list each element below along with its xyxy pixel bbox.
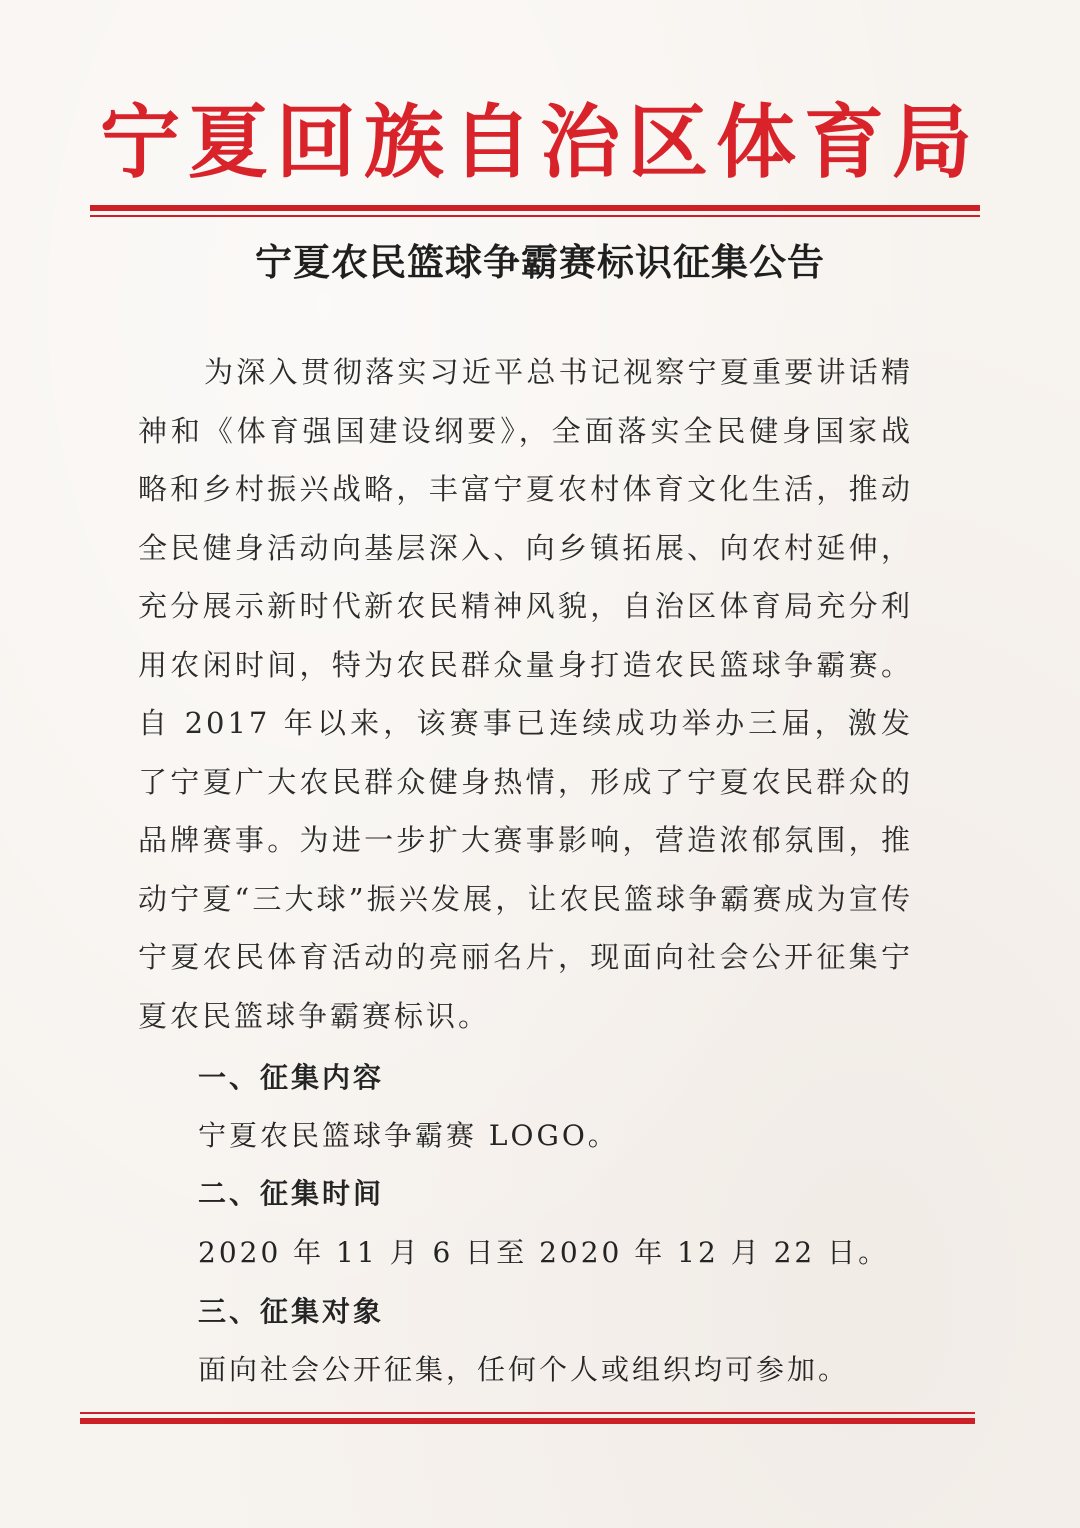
document-title: 宁夏农民篮球争霸赛标识征集公告	[255, 240, 825, 284]
section-text-time: 2020 年 11 月 6 日至 2020 年 12 月 22 日。	[198, 1236, 890, 1269]
section-heading-content: 一、征集内容	[198, 1061, 385, 1094]
intro-paragraph: 为深入贯彻落实习近平总书记视察宁夏重要讲话精神和《体育强国建设纲要》，全面落实全民健身国家战略和乡村振兴战略，丰富宁夏农村体育文化生活，推动全民健身活动向基层深入、向乡镇拓展、向农村延伸，充分展示新时代新农民精神风貌，自治区体育局充分利用农闲时间，特为农民群众量身打造农民篮球争霸赛。自 2017 年以来，该赛事已连续成功举办三届，激发了宁夏广大农民群众健身热情，形成了宁夏农民群众的品牌赛事。为进一步扩大赛事影响，营造浓郁氛围，推动宁夏“三大球”振兴发展，让农民篮球争霸赛成为宣传宁夏农民体育活动的亮丽名片，现面向社会公开征集宁夏农民篮球争霸赛标识。	[138, 355, 913, 1033]
organization-header: 宁夏回族自治区体育局	[100, 95, 980, 189]
section-heading-target: 三、征集对象	[198, 1295, 385, 1328]
header-divider-thick-line	[90, 205, 980, 211]
section-text-target: 面向社会公开征集，任何个人或组织均可参加。	[198, 1353, 850, 1386]
footer-divider-thin-line	[80, 1412, 975, 1414]
header-divider	[90, 205, 980, 217]
section-heading-time: 二、征集时间	[198, 1177, 385, 1210]
section-text-content: 宁夏农民篮球争霸赛 LOGO。	[198, 1119, 619, 1152]
footer-divider-thick-line	[80, 1418, 975, 1424]
header-divider-thin-line	[90, 215, 980, 217]
footer-divider	[80, 1412, 975, 1424]
